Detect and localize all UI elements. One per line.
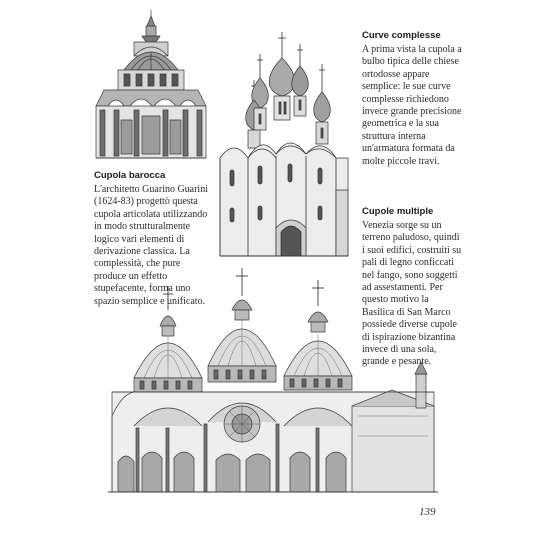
text-cupole-multiple: Venezia sorge su un terreno paludoso, quindi i suoi edifici, costruiti su pali di legno conficcati nel fango, sono soggetti ad assestamenti. Per questo motivo la Basilica di San Marco possiede diverse cupole di ispirazione bizantina invece di una sola, grande e pesante.: [362, 220, 462, 368]
onion-dome-church-engraving: [214, 30, 354, 258]
heading-cupole-multiple: Cupole multiple: [362, 206, 434, 217]
heading-curve-complesse: Curve complesse: [362, 30, 441, 41]
baroque-dome-engraving: [94, 8, 208, 160]
text-curve-complesse: A prima vista la cupola a bulbo tipica delle chiese ortodosse appare semplice: le sue curve complesse richiedono invece grande precisione geometrica e la sua struttura interna un'armatura formata da molte piccole travi.: [362, 44, 462, 167]
heading-cupola-barocca: Cupola barocca: [94, 170, 166, 181]
page-number: 139: [419, 506, 436, 518]
text-cupola-barocca: L'architetto Guarino Guarini (1624-83) progettò questa cupola articolata utilizzando in modo strutturalmente logico vari elementi di derivazione classica. La complessità, che pure produce un effetto stupefacente, forma uno spazio semplice e unificato.: [94, 184, 208, 307]
